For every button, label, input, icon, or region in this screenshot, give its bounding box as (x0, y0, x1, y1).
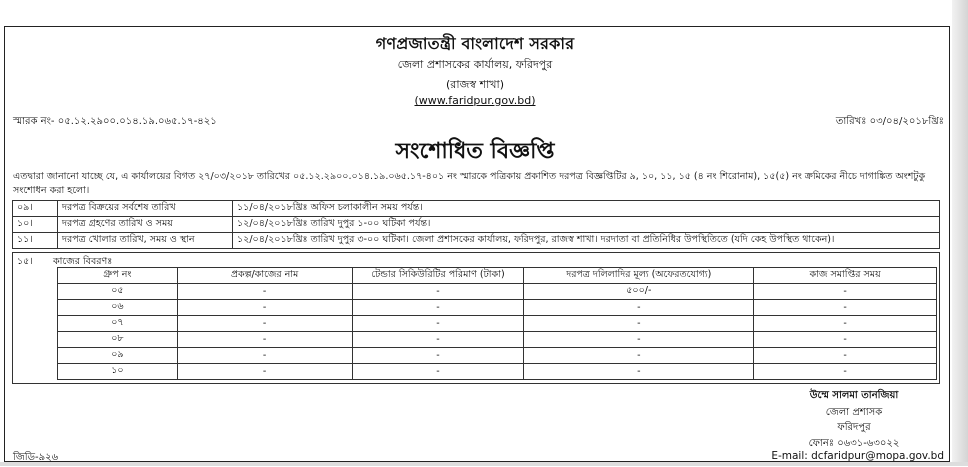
item-label: দরপত্র গ্রহণের তারিখ ও সময় (58, 217, 233, 233)
table-cell: - (754, 300, 937, 316)
column-header: কাজ সমাপ্তির সময় (754, 268, 937, 284)
item-serial: ১১। (13, 233, 58, 249)
table-cell: - (177, 348, 352, 364)
notice-date: তারিখঃ ০৩/০৪/২০১৮খ্রিঃ (835, 116, 944, 127)
table-cell: - (177, 284, 352, 300)
table-cell: ১০ (58, 364, 178, 380)
signatory-name: উম্মে সালমা তানজিয়া (809, 390, 899, 401)
item-serial: ১০। (13, 217, 58, 233)
work-table (57, 267, 937, 380)
item-label: দরপত্র বিক্রয়ের সর্বশেষ তারিখ (58, 201, 233, 217)
table-cell: - (352, 300, 524, 316)
amendment-table (12, 200, 940, 249)
section-serial: ১৫। (17, 256, 33, 267)
table-cell: - (352, 364, 524, 380)
item-value: ১২/০৪/২০১৮খ্রিঃ তারিখ দুপুর ৩-০০ ঘটিকা। জেলা প্রশাসকের কার্যালয়, ফরিদপুর, রাজস্ব শাখা। দরদাতা বা প্রতিনিধির উপস্থিতিতে (যদি কেহ উপস্থিত থাকেন)। (233, 233, 940, 249)
table-cell: - (177, 300, 352, 316)
table-cell: - (754, 332, 937, 348)
signatory-email[interactable]: E-mail: dcfaridpur@mopa.gov.bd (771, 450, 944, 462)
signatory-district: ফরিদপুর (837, 422, 871, 433)
table-row (58, 284, 937, 300)
table-cell: - (177, 332, 352, 348)
intro-paragraph: এতদ্বারা জানানো যাচ্ছে যে, এ কার্যালয়ের বিগত ২৭/০৩/২০১৮ তারিখের ০৫.১২.২৯০০.০১৪.১৯.০৬৫.১৭-৪০১ নং স্মারকে পত্রিকায় প্রকাশিত দরপত্র বিজ্ঞপ্তিটির ৯, ১০, ১১, ১৫ (৪ নং শিরোনাম), ১৫(৫) নং ক্রমিকের নীচে দাগাঙ্কিত অংশটুকু সংশোধন করা হলো। (13, 171, 926, 196)
table-cell: ০৭ (58, 316, 178, 332)
table-cell: - (177, 316, 352, 332)
table-row (13, 201, 940, 217)
table-row (13, 217, 940, 233)
notice-title: সংশোধিত বিজ্ঞপ্তি (395, 139, 555, 164)
table-row (58, 348, 937, 364)
website-link[interactable]: (www.faridpur.gov.bd) (414, 94, 536, 107)
item-label: দরপত্র খোলার তারিখ, সময় ও স্থান (58, 233, 233, 249)
item-serial: ০৯। (13, 201, 58, 217)
signatory-phone: ফোনঃ ০৬৩১-৬৩০২২ (808, 438, 900, 449)
table-row (13, 233, 940, 249)
table-cell: ০৬ (58, 300, 178, 316)
table-cell: - (524, 348, 754, 364)
column-header: প্রকল্প/কাজের নাম (177, 268, 352, 284)
column-header: টেন্ডার সিকিউরিটির পরিমাণ (টাকা) (352, 268, 524, 284)
table-cell: - (524, 332, 754, 348)
table-header-row (58, 268, 937, 284)
table-cell: - (754, 348, 937, 364)
column-header: গ্রুপ নং (58, 268, 178, 284)
table-cell: ০৯ (58, 348, 178, 364)
table-cell: - (352, 332, 524, 348)
table-cell: - (524, 300, 754, 316)
table-row (58, 364, 937, 380)
table-cell: - (754, 284, 937, 300)
table-cell: - (352, 316, 524, 332)
government-heading: গণপ্রজাতন্ত্রী বাংলাদেশ সরকার (375, 34, 575, 53)
table-cell: - (754, 316, 937, 332)
scan-edge-bottom (0, 462, 968, 466)
table-row (58, 316, 937, 332)
table-cell: - (177, 364, 352, 380)
table-cell: ০৮ (58, 332, 178, 348)
column-header: দরপত্র দলিলাদির মূল্য (অফেরতযোগ্য) (524, 268, 754, 284)
signatory-designation: জেলা প্রশাসক (825, 407, 883, 418)
office-name: জেলা প্রশাসকের কার্যালয়, ফরিদপুর (397, 58, 553, 71)
table-cell: ০৫ (58, 284, 178, 300)
item-value: ১১/০৪/২০১৮খ্রিঃ অফিস চলাকালীন সময় পর্যন্ত। (233, 201, 940, 217)
table-row (58, 300, 937, 316)
item-value: ১২/০৪/২০১৮খ্রিঃ তারিখ দুপুর ১-০০ ঘটিকা পর্যন্ত। (233, 217, 940, 233)
table-cell: - (524, 364, 754, 380)
section-heading: কাজের বিবরণঃ (53, 256, 113, 267)
table-cell: - (524, 316, 754, 332)
branch-name: (রাজস্ব শাখা) (446, 78, 504, 91)
table-cell: - (352, 284, 524, 300)
table-cell: ৫০০/- (524, 284, 754, 300)
memo-number: স্মারক নং- ০৫.১২.২৯০০.০১৪.১৯.০৬৫.১৭-৪২১ (13, 116, 217, 127)
table-cell: - (754, 364, 937, 380)
table-cell: - (352, 348, 524, 364)
jd-number: জিডি-৯২৬ (13, 452, 59, 463)
table-row (58, 332, 937, 348)
scan-edge (952, 0, 968, 466)
